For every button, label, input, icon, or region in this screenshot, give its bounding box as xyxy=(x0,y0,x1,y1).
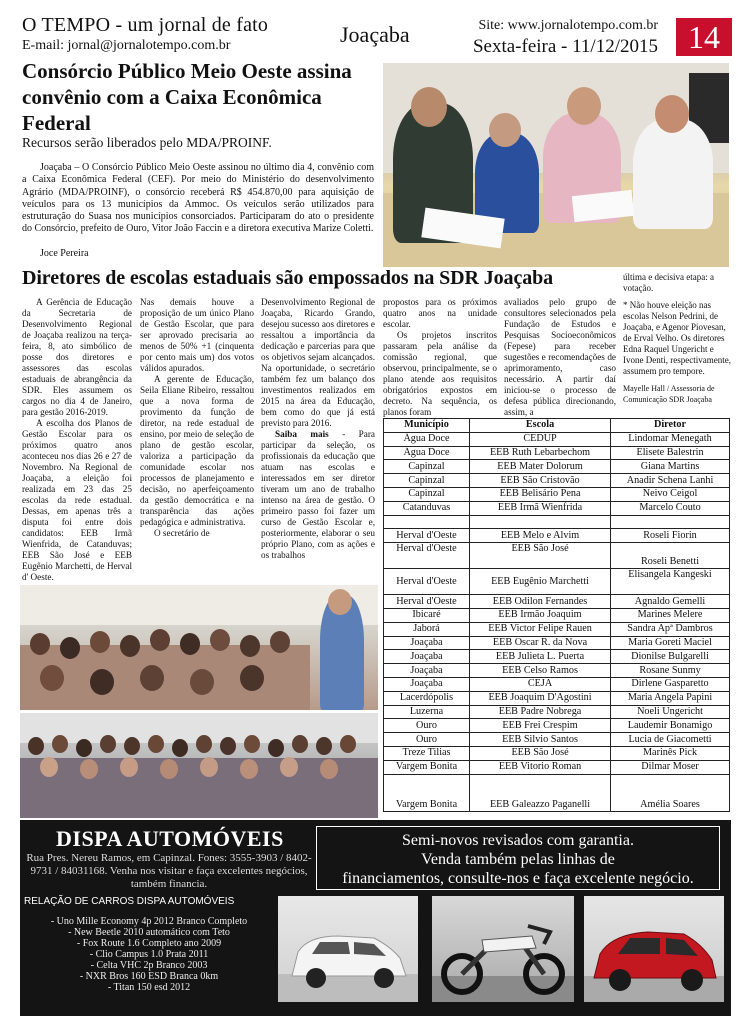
table-cell: Noeli Ungericht xyxy=(611,705,730,719)
table-cell: Giana Martins xyxy=(611,460,730,474)
table-cell: Elisangela Kangeski xyxy=(611,569,730,595)
paragraph: propostos para os próximos quatro anos na unidade escolar. xyxy=(383,297,497,329)
table-cell: EEB Melo e Alvim xyxy=(470,529,611,543)
table-row xyxy=(384,432,730,446)
table-cell: EEB São Cristovão xyxy=(470,474,611,488)
table-row xyxy=(384,474,730,488)
table-row xyxy=(384,774,730,811)
ad-slogan-line: financiamentos, consulte-nos e faça excelente negócio. xyxy=(342,870,694,887)
table-row xyxy=(384,569,730,595)
table-cell: EEB Silvio Santos xyxy=(470,733,611,747)
table-row xyxy=(384,719,730,733)
table-cell: Amélia Soares xyxy=(611,774,730,811)
column-header: Diretor xyxy=(611,419,730,433)
paragraph: avaliados pelo grupo de consultores selecionados pela Fundação de Estudos e Pesquisas Socioeconômicos (Fepese) para receber sugestões e recomendações de aprimoramento, caso necessário. A partir daí iniciou-se o processo de defesa pública direcionando, assim, a xyxy=(504,297,616,417)
table-row xyxy=(384,733,730,747)
page-header xyxy=(22,14,732,60)
paragraph xyxy=(261,429,375,561)
red-car-photo xyxy=(584,896,724,1002)
ad-list-title: RELAÇÃO DE CARROS DISPA AUTOMÓVEIS xyxy=(24,896,235,907)
ad-slogan-line: Venda também pelas linhas de xyxy=(421,851,615,868)
audience-photo xyxy=(20,585,378,710)
table-cell: EEB São José xyxy=(470,543,611,569)
white-car-photo xyxy=(278,896,418,1002)
paragraph: Os projetos inscritos passaram pela análise da comissão regional, que observou, principalmente, se o plano atende aos requisitos obrigatórios expostos em decreto. Na sequência, os planos foram xyxy=(383,330,497,417)
table-cell: EEB Padre Nobrega xyxy=(470,705,611,719)
table-cell: Joaçaba xyxy=(384,650,470,664)
table-cell: EEB Irmão Joaquim xyxy=(470,608,611,622)
ad-company-name: DISPA AUTOMÓVEIS xyxy=(56,826,284,851)
table-row xyxy=(384,608,730,622)
table-cell: Capinzal xyxy=(384,487,470,501)
table-cell: CEDUP xyxy=(470,432,611,446)
table-cell: EEB Eugênio Marchetti xyxy=(470,569,611,595)
ad-slogan-box xyxy=(316,826,720,890)
column-header: Escola xyxy=(470,419,611,433)
table-cell: Lacerdópolis xyxy=(384,691,470,705)
table-row xyxy=(384,760,730,774)
saiba-mais-label: Saiba mais xyxy=(275,429,329,439)
article2-sidebar xyxy=(623,272,731,411)
table-cell: Ibicaré xyxy=(384,608,470,622)
table-row xyxy=(384,460,730,474)
table-row xyxy=(384,705,730,719)
table-cell: Sandra Apª Dambros xyxy=(611,622,730,636)
table-cell: EEB São José xyxy=(470,746,611,760)
table-row xyxy=(384,501,730,515)
table-row xyxy=(384,691,730,705)
table-row xyxy=(384,636,730,650)
table-cell: EEB Vitorio Roman xyxy=(470,760,611,774)
table-cell: Maria Goreti Maciel xyxy=(611,636,730,650)
table-cell: EEB Ruth Lebarbechom xyxy=(470,446,611,460)
article1-photo xyxy=(383,63,729,267)
table-header-row xyxy=(384,419,730,433)
newspaper-site: Site: www.jornalotempo.com.br xyxy=(478,18,658,33)
table-cell: EEB Frei Crespim xyxy=(470,719,611,733)
table-cell: Herval d'Oeste xyxy=(384,543,470,569)
table-cell: Roseli Benetti xyxy=(611,543,730,569)
article2-col2 xyxy=(140,297,254,539)
table-cell: Jaborá xyxy=(384,622,470,636)
table-cell: Água Doce xyxy=(384,446,470,460)
ad-car-list xyxy=(24,916,274,993)
list-item: - NXR Bros 160 ESD Branca 0km xyxy=(79,971,219,982)
column-header: Município xyxy=(384,419,470,433)
ad-slogan-line: Semi-novos revisados com garantia. xyxy=(402,832,634,849)
table-row xyxy=(384,650,730,664)
table-row xyxy=(384,515,730,529)
table-cell: Lucia de Giacometti xyxy=(611,733,730,747)
table-row xyxy=(384,595,730,609)
table-cell: Anadir Schena Lanhi xyxy=(611,474,730,488)
table-cell: Laudemir Bonamigo xyxy=(611,719,730,733)
table-cell xyxy=(470,515,611,529)
article2-col1 xyxy=(22,297,132,583)
dispa-automoveis-ad xyxy=(20,820,731,1016)
paragraph: A escolha dos Planos de Gestão Escolar para os próximos quatro anos aconteceu nos dias 26 e 27 de Novembro. Na Regional de Joaçaba, a eleição foi realizada em 23 das 25 escolas da rede estadual. Dessas, em apenas três a disputa foi entre dois candidatos: EEB Irmã Wienfrida, de Catanduvas; EEB São José e EEB Eugênio Marchetti, de Herval d' Oeste. xyxy=(22,418,132,582)
article2-headline: Diretores de escolas estaduais são empossados na SDR Joaçaba xyxy=(22,267,554,289)
table-cell: Dionilse Bulgarelli xyxy=(611,650,730,664)
table-cell: Herval d'Oeste xyxy=(384,529,470,543)
table-cell: Neivo Ceigol xyxy=(611,487,730,501)
table-row xyxy=(384,543,730,569)
table-cell: Ouro xyxy=(384,719,470,733)
newspaper-email: E-mail: jornal@jornalotempo.com.br xyxy=(22,38,231,53)
table-cell: EEB Oscar R. da Nova xyxy=(470,636,611,650)
table-cell: EEB Julieta L. Puerta xyxy=(470,650,611,664)
list-item: - New Beetle 2010 automático com Teto xyxy=(68,927,230,938)
page-number: 14 xyxy=(676,18,732,56)
table-cell: Luzerna xyxy=(384,705,470,719)
paragraph: A gerente de Educação, Seila Eliane Ribeiro, ressaltou que a nova forma de provimento da função de diretor, na rede estadual de ensino, por meio de seleção de plano de gestão escolar, valoriza a participação da comunidade escolar nos processos de planejamento e decisão, no aperfeiçoamento da gestão democrática e na transparência das ações pedagógica e administrativa. xyxy=(140,374,254,527)
table-cell: Marcelo Couto xyxy=(611,501,730,515)
table-cell: Joaçaba xyxy=(384,636,470,650)
table-cell: EEB Mater Dolorum xyxy=(470,460,611,474)
paragraph: Nas demais houve a proposição de um único Plano de Gestão Escolar, que para ser aprovado precisaria ao menos de 50% +1 (cinquenta por cento mais um) dos votos válidos apurados. xyxy=(140,297,254,373)
table-cell xyxy=(611,515,730,529)
table-cell: EEB Odilon Fernandes xyxy=(470,595,611,609)
list-item: - Titan 150 esd 2012 xyxy=(107,982,191,993)
table-cell: Catanduvas xyxy=(384,501,470,515)
table-cell: Ouro xyxy=(384,733,470,747)
table-cell: EEB Irmã Wienfrida xyxy=(470,501,611,515)
table-cell: Capinzal xyxy=(384,474,470,488)
table-cell: Joaçaba xyxy=(384,677,470,691)
table-cell: EEB Galeazzo Paganelli xyxy=(470,774,611,811)
table-cell: Agnaldo Gemelli xyxy=(611,595,730,609)
directors-table xyxy=(383,418,730,812)
table-cell: Elisete Balestrin xyxy=(611,446,730,460)
table-row xyxy=(384,622,730,636)
paragraph: O secretário de xyxy=(154,528,210,538)
article2-col5 xyxy=(504,297,616,418)
ad-address: Rua Pres. Nereu Ramos, em Capinzal. Fones: 3555-3903 / 8402-9731 / 84031168. Venha nos visitar e faça excelentes negócios, também financia. xyxy=(26,852,312,890)
table-cell: Herval d'Oeste xyxy=(384,595,470,609)
article1-subheadline: Recursos serão liberados pelo MDA/PROINF. xyxy=(22,135,272,150)
table-cell: Dirlene Gasparetto xyxy=(611,677,730,691)
paragraph: A Gerência de Educação da Secretaria de Desenvolvimento Regional de Joaçaba realizou na terça-feira, 8, ato simbólico de posse dos diretores e assessores das escolas estaduais de abrangência da SDR. Eles assumem os cargos no dia 4 de Janeiro, para gestão 2016-2019. xyxy=(22,297,132,417)
issue-date: Sexta-feira - 11/12/2015 xyxy=(472,36,658,57)
table-row xyxy=(384,664,730,678)
table-cell: Vargem Bonita xyxy=(384,774,470,811)
table-row xyxy=(384,677,730,691)
article1-body: Joaçaba – O Consórcio Público Meio Oeste assinou no último dia 4, convênio com a Caixa Econômica Federal (CEF). Por meio do Ministério do desenvolvimento Agrário (MDA/PROINF), o consórcio receberá R$ 454.870,00 para aquisição de veículos para os 13 municípios da Ammoc. Os veículos serão utilizados para estruturação do Suasa nos municípios consorciados. Participaram do ato o presidente do Consórcio, prefeito de Ouro, Vitor João Faccin e a diretora executiva Marize Coletti. xyxy=(22,162,374,235)
list-item: - Clio Campus 1.0 Prata 2011 xyxy=(89,949,209,960)
table-cell: Vargem Bonita xyxy=(384,760,470,774)
table-row xyxy=(384,446,730,460)
article1-author: Joce Pereira xyxy=(40,248,89,259)
table-cell: EEB Joaquim D'Agostini xyxy=(470,691,611,705)
table-cell: Maria Angela Papini xyxy=(611,691,730,705)
table-cell: Treze Tilias xyxy=(384,746,470,760)
table-cell: Dilmar Moser xyxy=(611,760,730,774)
section-city: Joaçaba xyxy=(340,22,410,47)
list-item: - Celta VHC 2p Branco 2003 xyxy=(90,960,208,971)
motorcycle-photo xyxy=(432,896,574,1002)
saiba-mais-text: - Para participar da seleção, os profissionais da educação que atuam nas escolas e interessados em ser diretor tiveram um ano de trabalho intenso na área de gestão. O primeiro passo foi fazer um curso de Gestão Escolar e, posteriormente, elaborar o seu próprio Plano, com as ações e os trabalhos xyxy=(261,429,375,560)
table-cell: Marines Melere xyxy=(611,608,730,622)
paragraph: Desenvolvimento Regional de Joaçaba, Ricardo Grando, desejou sucesso aos diretores e ressaltou a importância da dedicação e parcerias para que os objetivos sejam alcançados. Na oportunidade, o secretário também fez um balanço dos investimentos realizados em 2015 na área da Educação, bem como do que já está previsto para 2016. xyxy=(261,297,375,428)
table-row xyxy=(384,487,730,501)
table-cell: EEB Belisário Pena xyxy=(470,487,611,501)
group-photo xyxy=(20,713,378,818)
list-item: - Uno Mille Economy 4p 2012 Branco Completo xyxy=(50,916,248,927)
article2-note: * Não houve eleição nas escolas Nelson Pedrini, de Joaçaba, e Agenor Piovesan, de Erval Velho. Os diretores Edna Raquel Ungericht e Ivone Denti, respectivamente, assumem pro tempore. xyxy=(623,300,731,376)
table-cell: Joaçaba xyxy=(384,664,470,678)
table-cell: EEB Victor Felipe Rauen xyxy=(470,622,611,636)
article2-col4 xyxy=(383,297,497,418)
article1-headline: Consórcio Público Meio Oeste assina convênio com a Caixa Econômica Federal xyxy=(22,59,352,135)
table-cell: Lindomar Menegath xyxy=(611,432,730,446)
table-cell: Marinês Pick xyxy=(611,746,730,760)
table-cell: EEB Celso Ramos xyxy=(470,664,611,678)
newspaper-title: O TEMPO - um jornal de fato xyxy=(22,14,269,36)
side-text: última e decisiva etapa: a votação. xyxy=(623,272,714,293)
table-cell: Água Doce xyxy=(384,432,470,446)
table-row xyxy=(384,746,730,760)
article2-col3 xyxy=(261,297,375,561)
table-cell: Rosane Sunmy xyxy=(611,664,730,678)
table-cell: Herval d'Oeste xyxy=(384,569,470,595)
table-cell: CEJA xyxy=(470,677,611,691)
table-cell: Roseli Fiorin xyxy=(611,529,730,543)
table-row xyxy=(384,529,730,543)
table-cell xyxy=(384,515,470,529)
list-item: - Fox Route 1.6 Completo ano 2009 xyxy=(76,938,222,949)
article2-credit: Mayelle Hall / Assessoria de Comunicação SDR Joaçaba xyxy=(623,384,715,404)
table-cell: Capinzal xyxy=(384,460,470,474)
